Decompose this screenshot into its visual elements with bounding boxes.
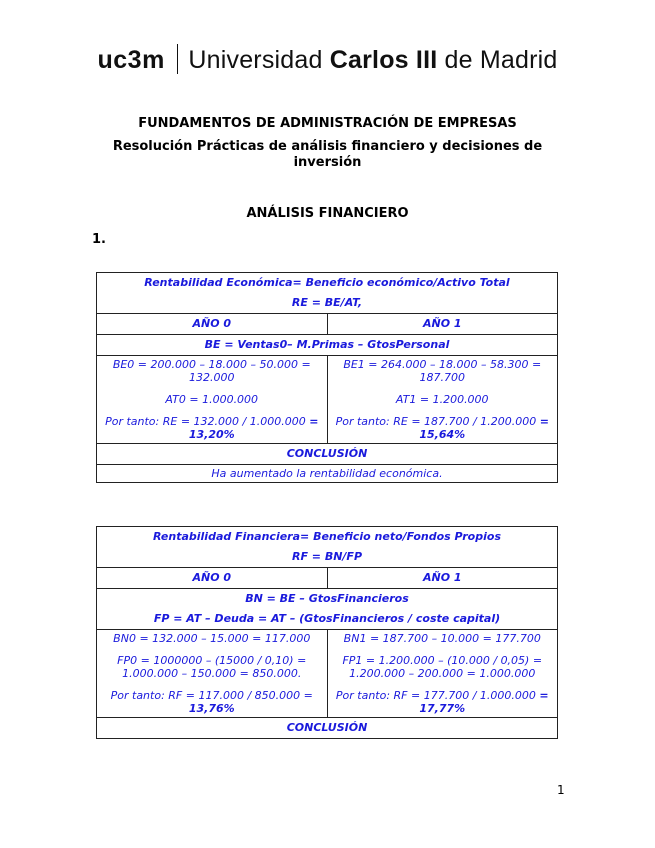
logo-carlos: Carlos III [329,46,438,74]
year1-line2: FP1 = 1.200.000 – (10.000 / 0,05) = 1.200.000 – 200.000 = 1.000.000 [342,654,543,680]
document-subtitle: Resolución Prácticas de análisis financiero y decisiones de inversión [112,139,543,170]
table-header-cell [97,273,558,314]
year1-header: AÑO 1 [327,568,558,589]
year0-line1: BE0 = 200.000 – 18.000 – 50.000 = 132.000 [112,358,311,384]
year0-result-prefix: Por tanto: RF = 117.000 / 850.000 = [110,689,313,702]
year0-header: AÑO 0 [97,568,328,589]
year0-result-prefix: Por tanto: RE = 132.000 / 1.000.000 [105,415,310,428]
sub-formula-cell [97,589,558,630]
sub-formula-2: FP = AT – Deuda = AT – (GtosFinancieros / coste capital) [153,612,501,625]
year0-line2: AT0 = 1.000.000 [165,393,259,406]
year0-line3 [100,415,324,441]
year1-line3 [331,689,555,715]
table-title: Rentabilidad Financiera= Beneficio neto/Fondos Propios [152,530,501,543]
conclusion-text: Ha aumentado la rentabilidad económica. [97,465,558,483]
year0-calculation [97,630,328,718]
year0-calculation [97,356,328,444]
year1-line1: BN1 = 187.700 – 10.000 = 177.700 [343,632,541,645]
year0-line1: BN0 = 132.000 – 15.000 = 117.000 [113,632,311,645]
year0-line2: FP0 = 1000000 – (15000 / 0,10) = 1.000.000 – 150.000 = 850.000. [117,654,307,680]
year1-header: AÑO 1 [327,314,558,335]
year0-header: AÑO 0 [97,314,328,335]
financial-return-table [96,526,558,739]
table-row [97,314,558,335]
year0-result: = 13,20% [188,415,319,441]
document-title: FUNDAMENTOS DE ADMINISTRACIÓN DE EMPRESAS [138,116,517,131]
table-formula: RF = BN/FP [291,550,363,563]
table-formula: RE = BE/AT, [291,296,363,309]
table-row [97,356,558,444]
table-row [97,589,558,630]
table-row [97,335,558,356]
logo-de-madrid: de Madrid [444,46,558,74]
year0-result: 13,76% [188,702,235,715]
year1-result: = 15,64% [419,415,549,441]
logo-uc3m: uc3m [97,46,165,74]
table-row [97,444,558,465]
logo-separator [177,44,179,74]
year1-line2: AT1 = 1.200.000 [395,393,489,406]
table-row [97,527,558,568]
table-row [97,630,558,718]
page-number: 1 [557,783,565,797]
table-row [97,718,558,739]
economic-return-table [96,272,558,483]
table-header-cell [97,527,558,568]
section-title: ANÁLISIS FINANCIERO [246,206,409,221]
table-row [97,465,558,483]
year1-line1: BE1 = 264.000 – 18.000 – 58.300 = 187.700 [343,358,542,384]
year1-result: = 17,77% [419,689,549,715]
conclusion-label: CONCLUSIÓN [97,444,558,465]
year1-line3 [331,415,555,441]
year1-result-prefix: Por tanto: RF = 177.700 / 1.000.000 [335,689,540,702]
university-logo [0,44,655,75]
conclusion-label: CONCLUSIÓN [97,718,558,739]
sub-formula-1: BN = BE – GtosFinancieros [245,592,409,605]
logo-universidad: Universidad [188,46,323,74]
year1-calculation [327,630,558,718]
year1-calculation [327,356,558,444]
table-title: Rentabilidad Económica= Beneficio económico/Activo Total [144,276,510,289]
year1-result-prefix: Por tanto: RE = 187.700 / 1.200.000 [335,415,540,428]
item-number: 1. [92,232,106,247]
sub-formula: BE = Ventas0– M.Primas – GtosPersonal [97,335,558,356]
table-row [97,273,558,314]
year0-line3 [100,689,324,715]
table-row [97,568,558,589]
